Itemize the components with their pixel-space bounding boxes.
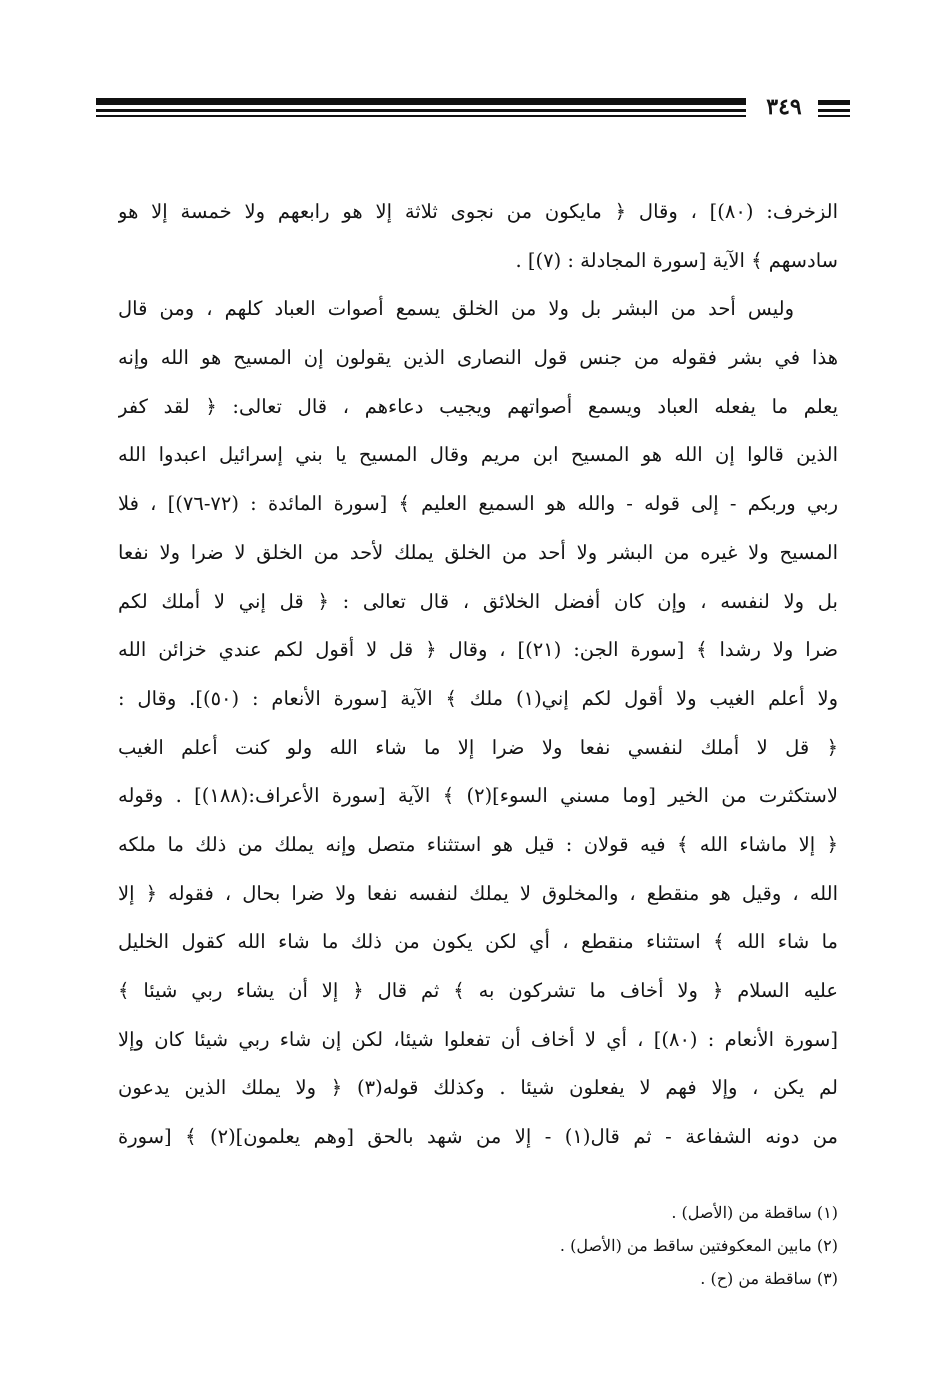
text-line: ﴿ إلا ماشاء الله ﴾ فيه قولان : قيل هو استثناء متصل وإنه يملك من ذلك ما ملكه (118, 832, 838, 856)
footnote: (١) ساقطة من (الأصل) . (671, 1203, 838, 1222)
text-line: من دونه الشفاعة - ثم قال(١) - إلا من شهد بالحق [وهم يعلمون](٢) ﴾ [سورة (118, 1125, 838, 1149)
text-line: بل ولا لنفسه ، وإن كان أفضل الخلائق ، قال تعالى : ﴿ قل إني لا أملك لكم (118, 589, 838, 613)
header-rule-right (818, 115, 850, 117)
text-line: وليس أحد من البشر بل ولا من الخلق يسمع أصوات العباد كلهم ، ومن قال (118, 297, 794, 321)
text-line: عليه السلام ﴿ ولا أخاف ما تشركون به ﴾ ثم قال ﴿ إلا أن يشاء ربي شيئا ﴾ (118, 979, 838, 1002)
text-line: ضرا ولا رشدا ﴾ [سورة الجن: (٢١)] ، وقال ﴿ قل لا أقول لكم عندي خزائن الله (118, 638, 838, 662)
header-rule-right (818, 100, 850, 105)
header-rule-right (818, 109, 850, 112)
page-header (96, 92, 850, 124)
text-line: ربي وربكم - إلى قوله - والله هو السميع العليم ﴾ [سورة المائدة : (٧٢-٧٦)] ، فلا (118, 492, 838, 516)
page-number: ٣٤٩ (766, 94, 802, 120)
text-line: ﴿ قل لا أملك لنفسي نفعا ولا ضرا إلا ما شاء الله ولو كنت أعلم الغيب (118, 735, 838, 759)
text-line: ولا أعلم الغيب ولا أقول لكم إني(١) ملك ﴾ الآية [سورة الأنعام : (٥٠)]. وقال : (118, 686, 838, 710)
footnote: (٢) مابين المعكوفتين ساقط من (الأصل) . (559, 1236, 838, 1255)
text-line: لم يكن ، وإلا فهم لا يفعلون شيئا . وكذلك قوله(٣) ﴿ ولا يملك الذين يدعون (118, 1076, 838, 1100)
text-line: لاستكثرت من الخير [وما مسني السوء](٢) ﴾ الآية [سورة الأعراف:(١٨٨)] . وقوله (118, 784, 838, 808)
text-line: الذين قالوا إن الله هو المسيح ابن مريم وقال المسيح يا بني إسرائيل اعبدوا الله (118, 443, 838, 467)
text-line: الزخرف: (٨٠)] ، وقال ﴿ مايكون من نجوى ثلاثة إلا هو رابعهم ولا خمسة إلا هو (118, 200, 838, 223)
text-line: [سورة الأنعام : (٨٠)] ، أي لا أخاف أن تفعلوا شيئا، لكن إن شاء ربي شيئا كان وإلا (118, 1027, 838, 1051)
footnote: (٣) ساقطة من (ح) . (700, 1269, 838, 1288)
text-line: المسيح ولا غيره من البشر ولا أحد من الخلق يملك لأحد من الخلق لا ضرا ولا نفعا (118, 540, 838, 564)
header-rule (96, 98, 746, 105)
text-line: هذا في بشر فقوله من جنس قول النصارى الذين يقولون إن المسيح هو الله وإنه (118, 346, 838, 370)
main-text (118, 188, 838, 1162)
footnotes (118, 1196, 838, 1295)
header-rule (96, 109, 746, 112)
header-rule (96, 115, 746, 117)
text-line: يعلم ما يفعله العباد ويسمع أصواتهم ويجيب دعاءهم ، قال تعالى: ﴿ لقد كفر (118, 394, 838, 418)
text-line: سادسهم ﴾ الآية [سورة المجادلة : (٧)] . (515, 248, 838, 272)
text-line: ما شاء الله ﴾ استثناء منقطع ، أي لكن يكون من ذلك ما شاء الله كقول الخليل (118, 930, 838, 954)
text-line: الله ، وقيل هو منقطع ، والمخلوق لا يملك لنفسه نفعا ولا ضرا بحال ، فقوله ﴿ إلا (118, 881, 838, 905)
